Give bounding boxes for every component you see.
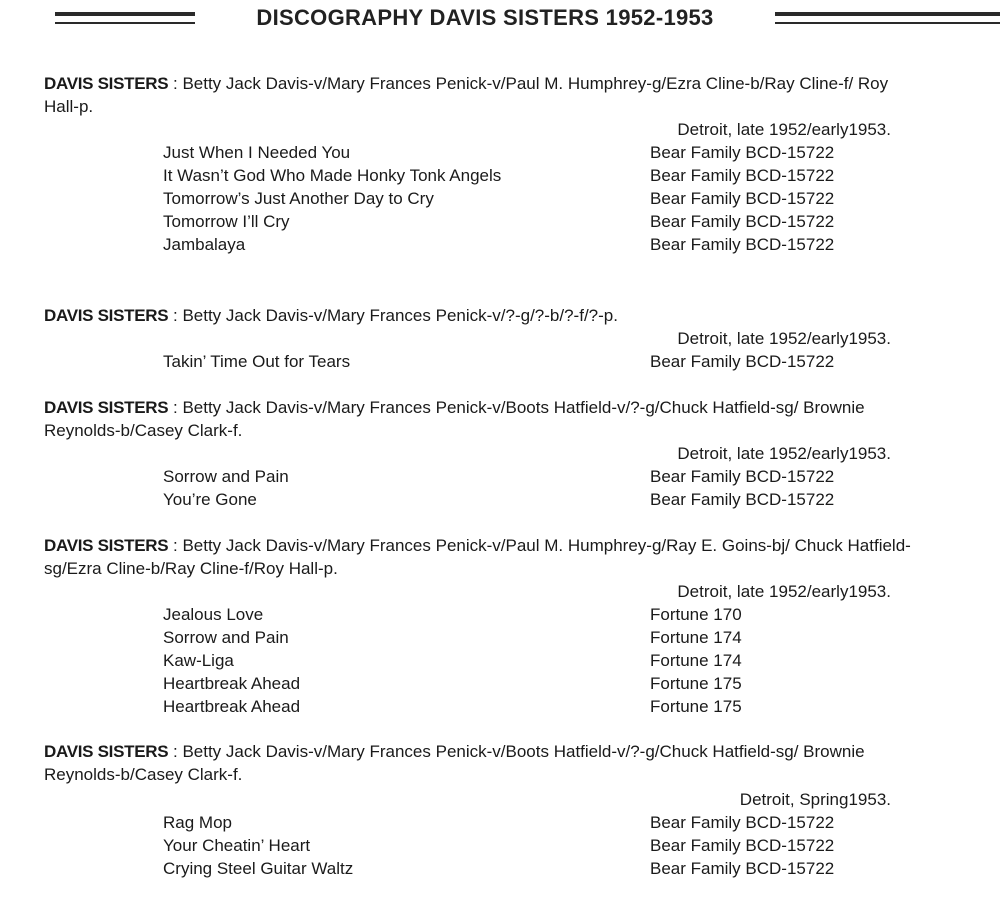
track-title: Sorrow and Pain [163,628,289,647]
track-list [0,603,1000,718]
track-issue: Bear Family BCD-15722 [650,143,835,162]
session-location [0,118,1000,141]
track-row [0,672,1000,695]
track-row [0,603,1000,626]
track-issue: Bear Family BCD-15722 [650,189,835,208]
artist-separator: : [168,306,183,325]
track-row [0,350,1000,373]
track-title: Takin’ Time Out for Tears [163,352,351,371]
artist-separator: : [168,742,183,761]
track-issue: Bear Family BCD-15722 [650,166,835,185]
session [0,740,1000,900]
track-title: Heartbreak Ahead [163,674,301,693]
track-list [0,141,1000,256]
location-text: Detroit, late 1952/early1953. [677,120,891,139]
track-issue: Fortune 170 [650,605,742,624]
personnel-text: Betty Jack Davis-v/Mary Frances Penick-v/Paul M. Humphrey-g/Ezra Cline-b/Ray Cline-f/ Roy Hall-p. [44,74,889,116]
header-rule-right [775,12,1000,24]
artist-name: DAVIS SISTERS [44,74,169,93]
artist-name: DAVIS SISTERS [44,306,169,325]
session-location [0,327,1000,350]
track-list [0,350,1000,373]
session [0,72,1000,304]
track-row [0,649,1000,672]
track-issue: Bear Family BCD-15722 [650,212,835,231]
session-location [0,788,1000,811]
track-title: Just When I Needed You [163,143,351,162]
track-title: Jambalaya [163,235,246,254]
location-text: Detroit, Spring1953. [739,790,891,809]
personnel-text: Betty Jack Davis-v/Mary Frances Penick-v/Paul M. Humphrey-g/Ray E. Goins-bj/ Chuck Hatfield-sg/Ezra Cline-b/Ray Cline-f/Roy Hall-p. [44,536,911,578]
session [0,304,1000,396]
track-row [0,233,1000,256]
track-title: Jealous Love [163,605,264,624]
session-location [0,442,1000,465]
session [0,396,1000,534]
track-issue: Bear Family BCD-15722 [650,813,835,832]
session-location [0,580,1000,603]
track-issue: Bear Family BCD-15722 [650,859,835,878]
track-issue: Fortune 175 [650,674,742,693]
track-title: It Wasn’t God Who Made Honky Tonk Angels [163,166,502,185]
artist-separator: : [168,398,183,417]
track-title: Tomorrow’s Just Another Day to Cry [163,189,434,208]
session-personnel [44,534,924,580]
location-text: Detroit, late 1952/early1953. [677,444,891,463]
track-list [0,811,1000,880]
session [0,534,1000,740]
session-personnel [44,304,924,327]
artist-name: DAVIS SISTERS [44,742,169,761]
track-row [0,488,1000,511]
track-title: Your Cheatin’ Heart [163,836,311,855]
track-issue: Bear Family BCD-15722 [650,490,835,509]
track-row [0,811,1000,834]
session-personnel [44,72,924,118]
track-row [0,834,1000,857]
track-title: You’re Gone [163,490,257,509]
session-personnel [44,396,924,442]
track-title: Heartbreak Ahead [163,697,301,716]
artist-separator: : [168,536,183,555]
track-row [0,857,1000,880]
track-row [0,695,1000,718]
track-title: Rag Mop [163,813,232,832]
track-issue: Fortune 175 [650,697,742,716]
track-row [0,164,1000,187]
artist-name: DAVIS SISTERS [44,398,169,417]
artist-name: DAVIS SISTERS [44,536,169,555]
track-list [0,465,1000,511]
track-issue: Bear Family BCD-15722 [650,467,835,486]
personnel-text: Betty Jack Davis-v/Mary Frances Penick-v/Boots Hatfield-v/?-g/Chuck Hatfield-sg/ Brownie Reynolds-b/Casey Clark-f. [44,398,865,440]
location-text: Detroit, late 1952/early1953. [677,582,891,601]
track-issue: Fortune 174 [650,651,742,670]
track-row [0,187,1000,210]
personnel-text: Betty Jack Davis-v/Mary Frances Penick-v/Boots Hatfield-v/?-g/Chuck Hatfield-sg/ Brownie Reynolds-b/Casey Clark-f. [44,742,865,784]
page-title: DISCOGRAPHY DAVIS SISTERS 1952-1953 [256,5,714,30]
page-header [0,0,1000,40]
discography-content [0,72,1000,900]
track-issue: Bear Family BCD-15722 [650,235,835,254]
session-personnel [44,740,924,786]
track-issue: Bear Family BCD-15722 [650,836,835,855]
track-row [0,626,1000,649]
track-title: Crying Steel Guitar Waltz [163,859,354,878]
artist-separator: : [168,74,183,93]
track-issue: Bear Family BCD-15722 [650,352,835,371]
track-title: Sorrow and Pain [163,467,289,486]
personnel-text: Betty Jack Davis-v/Mary Frances Penick-v/?-g/?-b/?-f/?-p. [182,306,618,325]
track-title: Tomorrow I’ll Cry [163,212,290,231]
location-text: Detroit, late 1952/early1953. [677,329,891,348]
track-row [0,465,1000,488]
track-row [0,141,1000,164]
track-title: Kaw-Liga [163,651,234,670]
track-issue: Fortune 174 [650,628,742,647]
track-row [0,210,1000,233]
